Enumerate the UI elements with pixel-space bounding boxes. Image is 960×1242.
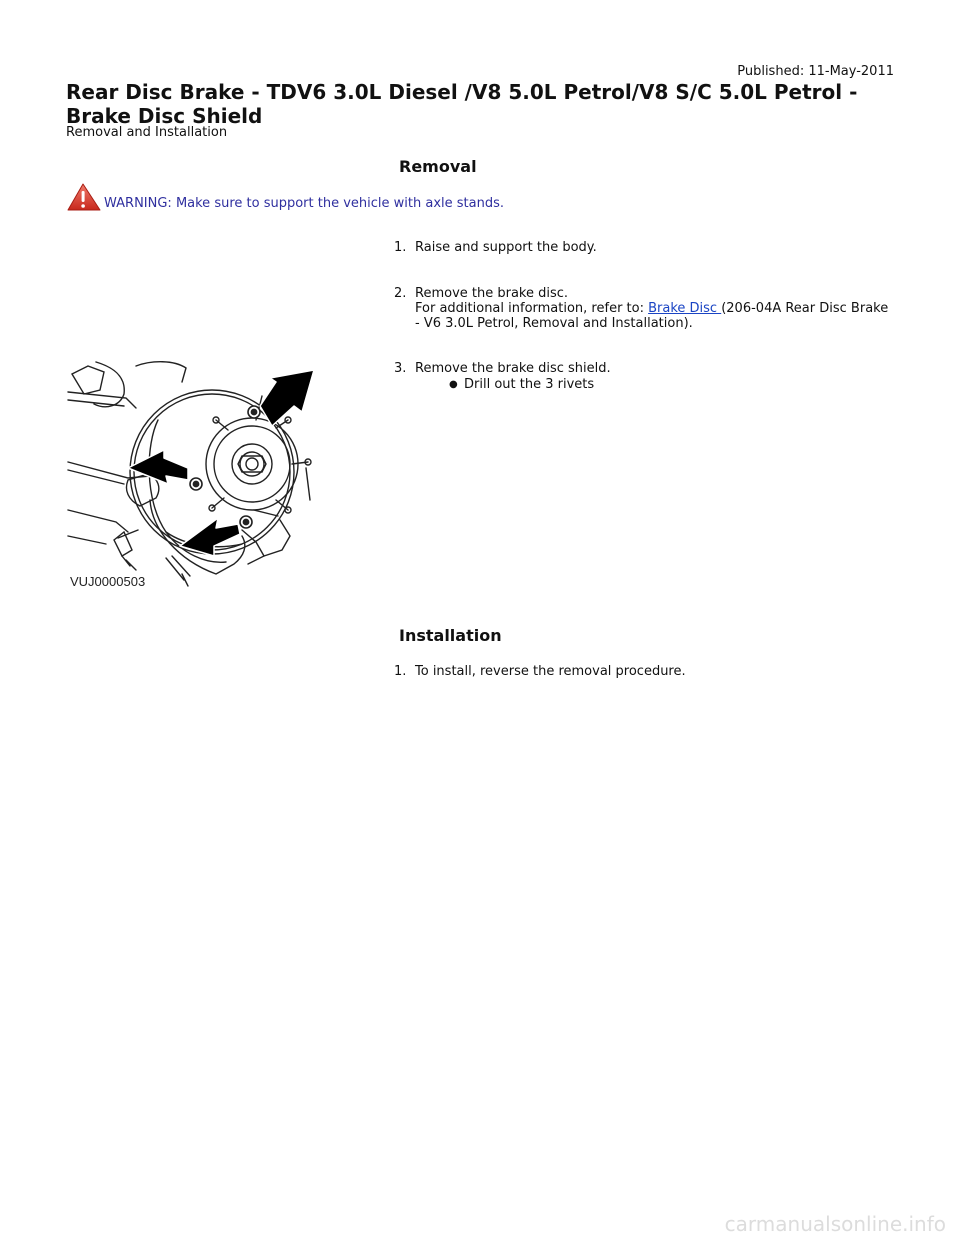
brake-disc-link[interactable]: Brake Disc — [648, 301, 722, 316]
removal-step-3 — [394, 361, 890, 392]
step-number: 2. — [394, 286, 407, 301]
reference-prefix: For additional information, refer to: — [415, 301, 649, 316]
figure-label: VUJ0000503 — [70, 574, 146, 589]
warning-triangle-icon — [66, 182, 102, 212]
step-number: 1. — [394, 664, 407, 679]
step-number: 1. — [394, 240, 407, 255]
removal-heading: Removal — [399, 157, 477, 176]
watermark-text: carmanualsonline.info — [724, 1212, 946, 1236]
brake-disc-shield-illustration — [66, 360, 326, 592]
bullet-item — [449, 377, 890, 392]
warning-notice — [66, 182, 504, 212]
page-subtitle: Removal and Installation — [66, 125, 228, 140]
bullet-dot-icon: ● — [449, 379, 458, 390]
step-text: Remove the brake disc shield. — [415, 361, 611, 376]
published-date: Published: 11-May-2011 — [737, 64, 894, 79]
watermark — [0, 1212, 960, 1236]
warning-text: WARNING: Make sure to support the vehicle with axle stands. — [104, 196, 504, 211]
removal-step-2 — [394, 286, 890, 331]
step-text: Remove the brake disc. — [415, 286, 569, 301]
step-text: Raise and support the body. — [415, 240, 597, 255]
removal-step-1 — [394, 240, 890, 255]
installation-step-1 — [394, 664, 890, 679]
installation-heading: Installation — [399, 626, 502, 645]
reference-suffix: (206-04A Rear Disc Brake - V6 3.0L Petrol, Removal and Installation). — [415, 301, 889, 331]
step-text: To install, reverse the removal procedure. — [415, 664, 686, 679]
page-title: Rear Disc Brake - TDV6 3.0L Diesel /V8 5.0L Petrol/V8 S/C 5.0L Petrol - Brake Disc Shield — [66, 80, 858, 128]
step-reference — [415, 301, 890, 331]
bullet-text: Drill out the 3 rivets — [464, 377, 595, 392]
step-number: 3. — [394, 361, 407, 376]
